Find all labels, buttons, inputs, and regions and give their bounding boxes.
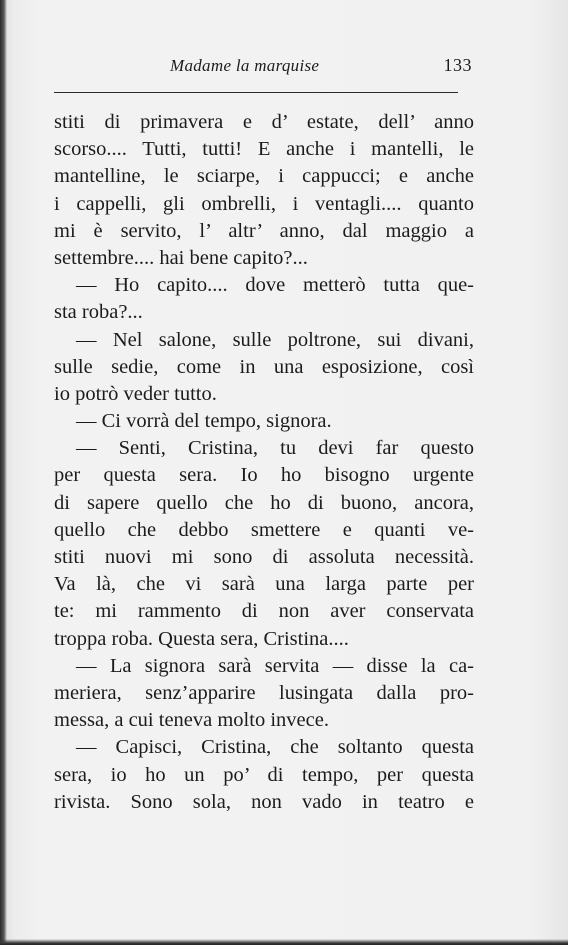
text-line: — Ho capito.... dove metterò tutta que-: [76, 274, 474, 297]
text-line: per questa sera. Io ho bisogno urgente: [54, 464, 474, 487]
body-text: [54, 109, 474, 816]
text-line: io potrò veder tutto.: [54, 382, 217, 405]
text-line: stiti nuovi mi sono di assoluta necessità.: [54, 546, 474, 568]
text-line: sta roba?...: [54, 301, 143, 324]
page-number: 133: [443, 55, 472, 75]
text-line: settembre.... hai bene capito?...: [54, 246, 308, 269]
running-head: [52, 56, 472, 82]
text-line: quello che debbo smettere e quanti ve-: [54, 518, 474, 541]
text-line: stiti di primavera e d’ estate, dell’ anno: [54, 111, 474, 133]
text-line: mantelline, le sciarpe, i cappucci; e anche: [54, 165, 474, 188]
text-line: mi è servito, l’ altr’ anno, dal maggio a: [54, 219, 474, 242]
text-line: i cappelli, gli ombrelli, i ventagli.... quanto: [54, 192, 474, 215]
text-line: te: mi rammento di non aver conservata: [54, 600, 474, 623]
text-line: — Senti, Cristina, tu devi far questo: [76, 437, 474, 460]
text-line: Va là, che vi sarà una larga parte per: [54, 573, 474, 596]
page-bottom-edge: [0, 939, 568, 945]
binding-shadow: [0, 0, 7, 945]
header-rule: [54, 92, 458, 93]
text-line: — Nel salone, sulle poltrone, sui divani,: [76, 328, 474, 351]
text-line: meriera, senz’apparire lusingata dalla pro-: [54, 681, 474, 704]
text-line: messa, a cui teneva molto invece.: [54, 709, 329, 732]
text-line: scorso.... Tutti, tutti! E anche i mantelli, le: [54, 138, 474, 161]
text-line: — La signora sarà servita — disse la ca-: [76, 654, 474, 677]
text-line: rivista. Sono sola, non vado in teatro e: [54, 790, 474, 813]
running-title: Madame la marquise: [170, 56, 320, 75]
text-line: sera, io ho un po’ di tempo, per questa: [54, 763, 474, 786]
text-line: sulle sedie, come in una esposizione, così: [54, 355, 474, 378]
text-line: troppa roba. Questa sera, Cristina....: [54, 627, 349, 650]
text-line: — Capisci, Cristina, che soltanto questa: [76, 736, 474, 759]
text-line: di sapere quello che ho di buono, ancora,: [54, 491, 474, 514]
text-line: — Ci vorrà del tempo, signora.: [76, 410, 332, 433]
